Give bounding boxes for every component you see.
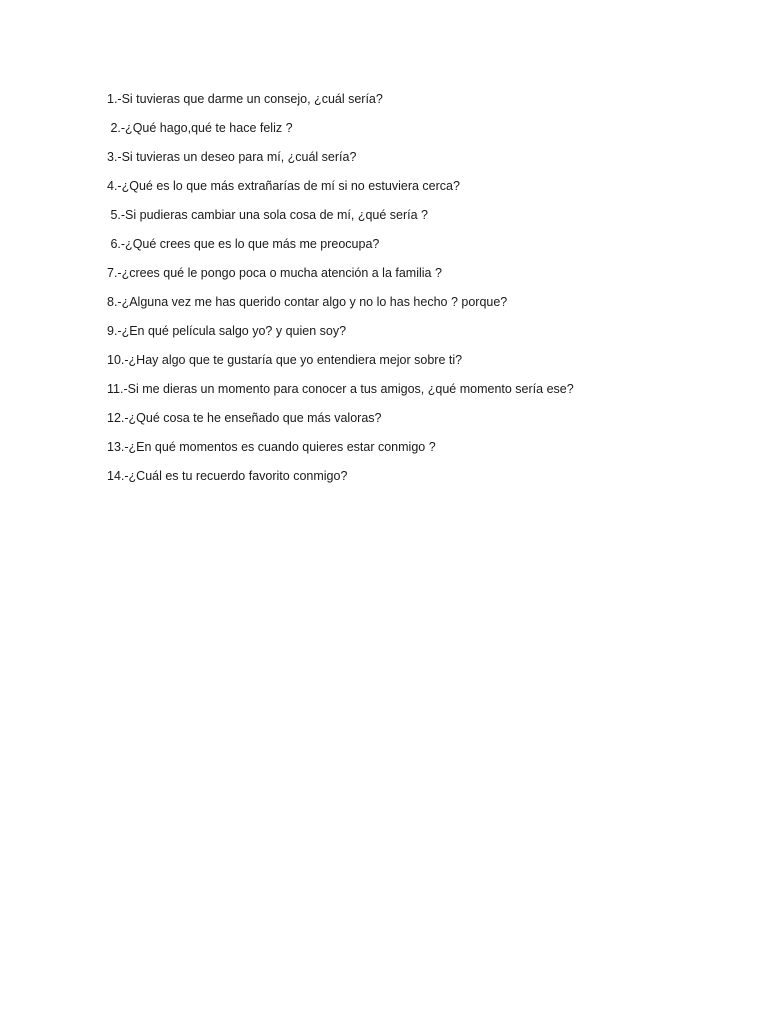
question-12: 12.-¿Qué cosa te he enseñado que más valoras? <box>107 411 382 425</box>
question-9: 9.-¿En qué película salgo yo? y quien soy? <box>107 324 347 338</box>
question-list <box>107 91 574 497</box>
question-10: 10.-¿Hay algo que te gustaría que yo entendiera mejor sobre ti? <box>107 353 463 367</box>
question-3: 3.-Si tuvieras un deseo para mí, ¿cuál sería? <box>107 150 357 164</box>
question-2: 2.-¿Qué hago,qué te hace feliz ? <box>107 121 293 135</box>
question-8: 8.-¿Alguna vez me has querido contar algo y no lo has hecho ? porque? <box>107 295 508 309</box>
question-5: 5.-Si pudieras cambiar una sola cosa de mí, ¿qué sería ? <box>107 208 428 222</box>
question-6: 6.-¿Qué crees que es lo que más me preocupa? <box>107 237 380 251</box>
question-7: 7.-¿crees qué le pongo poca o mucha atención a la familia ? <box>107 266 442 280</box>
question-4: 4.-¿Qué es lo que más extrañarías de mí si no estuviera cerca? <box>107 179 460 193</box>
question-1: 1.-Si tuvieras que darme un consejo, ¿cuál sería? <box>107 92 383 106</box>
question-11: 11.-Si me dieras un momento para conocer a tus amigos, ¿qué momento sería ese? <box>107 382 574 396</box>
question-13: 13.-¿En qué momentos es cuando quieres estar conmigo ? <box>107 440 436 454</box>
question-14: 14.-¿Cuál es tu recuerdo favorito conmigo? <box>107 469 348 483</box>
